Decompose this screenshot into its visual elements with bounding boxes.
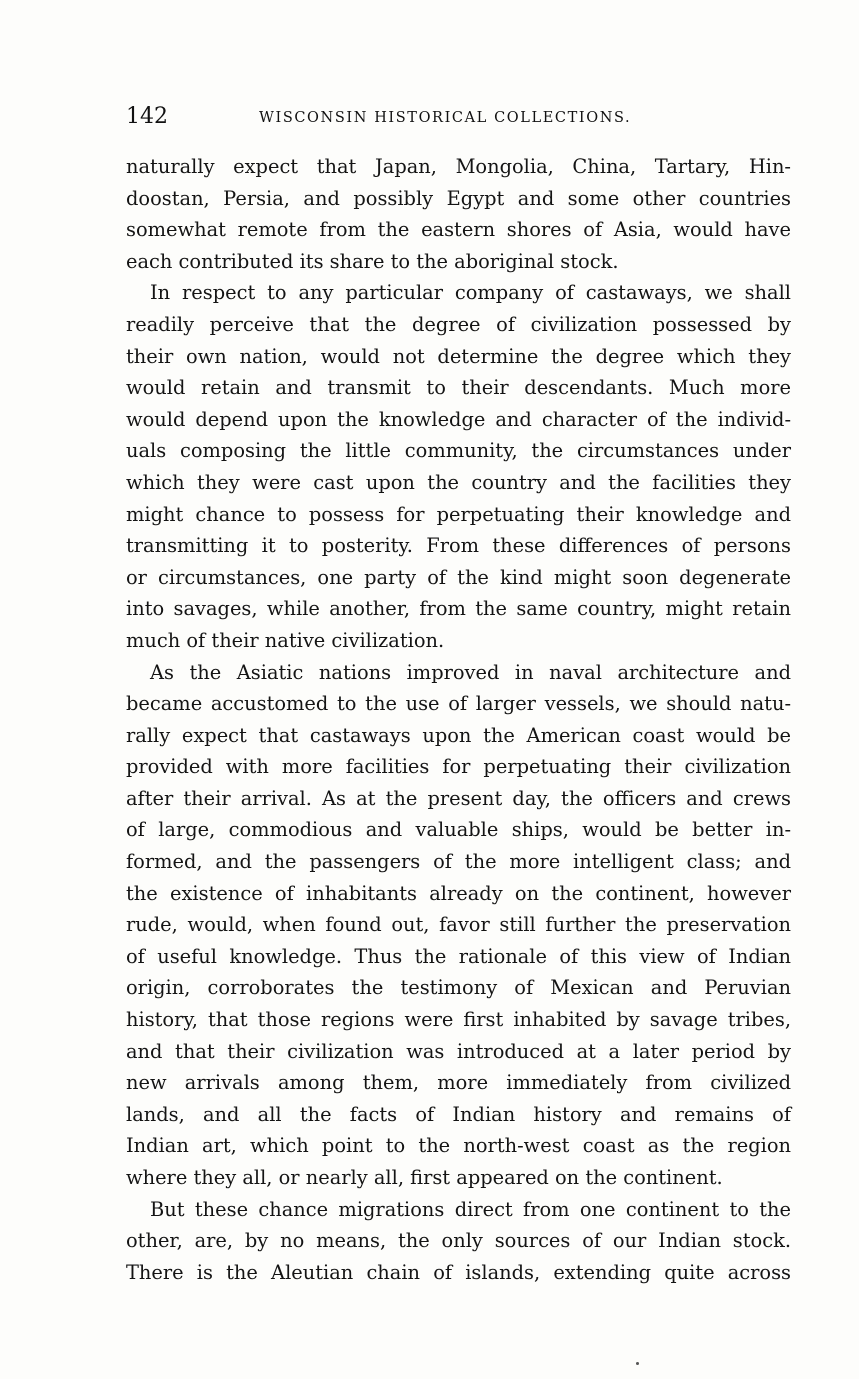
body-text	[126, 151, 791, 1288]
page-number: 142	[126, 104, 168, 129]
running-title: WISCONSIN HISTORICAL COLLECTIONS.	[259, 110, 632, 126]
text-line: somewhat remote from the eastern shores of Asia, would have	[126, 218, 791, 242]
text-line: provided with more facilities for perpetuating their civilization	[126, 755, 791, 779]
text-line: new arrivals among them, more immediately from civilized	[126, 1071, 791, 1095]
text-line: doostan, Persia, and possibly Egypt and some other countries	[126, 186, 791, 210]
text-line: origin, corroborates the testimony of Mexican and Peruvian	[126, 976, 791, 1000]
text-line: rude, would, when found out, favor still further the preservation	[126, 913, 791, 937]
text-line: their own nation, would not determine the degree which they	[126, 344, 791, 368]
running-head	[126, 104, 791, 136]
text-line: much of their native civilization.	[126, 628, 445, 652]
text-line: might chance to possess for perpetuating their knowledge and	[126, 502, 791, 526]
text-line: of useful knowledge. Thus the rationale of this view of Indian	[126, 944, 791, 968]
text-line: readily perceive that the degree of civilization possessed by	[126, 312, 791, 336]
text-line: naturally expect that Japan, Mongolia, China, Tartary, Hin-	[126, 155, 791, 178]
text-line: became accustomed to the use of larger vessels, we should natu-	[126, 692, 791, 716]
text-line: and that their civilization was introduced at a later period by	[126, 1039, 791, 1063]
text-line: Indian art, which point to the north-west coast as the region	[126, 1134, 791, 1158]
text-line: transmitting it to posterity. From these differences of persons	[126, 534, 791, 558]
text-line: after their arrival. As at the present day, the officers and crews	[126, 786, 791, 810]
paragraph	[126, 657, 791, 1194]
text-line: into savages, while another, from the same country, might retain	[126, 597, 791, 621]
text-line: rally expect that castaways upon the American coast would be	[126, 723, 791, 747]
text-line: other, are, by no means, the only sources of our Indian stock.	[126, 1229, 791, 1253]
text-line: which they were cast upon the country and the facilities they	[126, 470, 791, 494]
text-line: where they all, or nearly all, first appeared on the continent.	[126, 1166, 723, 1189]
paragraph	[126, 277, 791, 656]
text-line: There is the Aleutian chain of islands, extending quite across	[126, 1260, 791, 1284]
text-line: each contributed its share to the aboriginal stock.	[126, 249, 619, 273]
paragraph	[126, 151, 791, 277]
text-line: But these chance migrations direct from one continent to the	[150, 1197, 791, 1221]
paragraph	[126, 1194, 791, 1289]
text-line: the existence of inhabitants already on the continent, however	[126, 881, 791, 905]
text-line: uals composing the little community, the circumstances under	[126, 439, 791, 463]
text-line: would retain and transmit to their descendants. Much more	[126, 376, 791, 400]
text-line: In respect to any particular company of castaways, we shall	[150, 281, 791, 305]
text-line: would depend upon the knowledge and character of the individ-	[126, 407, 791, 431]
text-line: of large, commodious and valuable ships, would be better in-	[126, 818, 791, 842]
text-line: formed, and the passengers of the more intelligent class; and	[126, 850, 791, 874]
text-line: lands, and all the facts of Indian history and remains of	[126, 1102, 791, 1126]
text-line: history, that those regions were first inhabited by savage tribes,	[126, 1008, 791, 1032]
text-line: As the Asiatic nations improved in naval architecture and	[150, 660, 791, 684]
print-speck	[636, 1362, 639, 1365]
text-line: or circumstances, one party of the kind might soon degenerate	[126, 565, 791, 589]
